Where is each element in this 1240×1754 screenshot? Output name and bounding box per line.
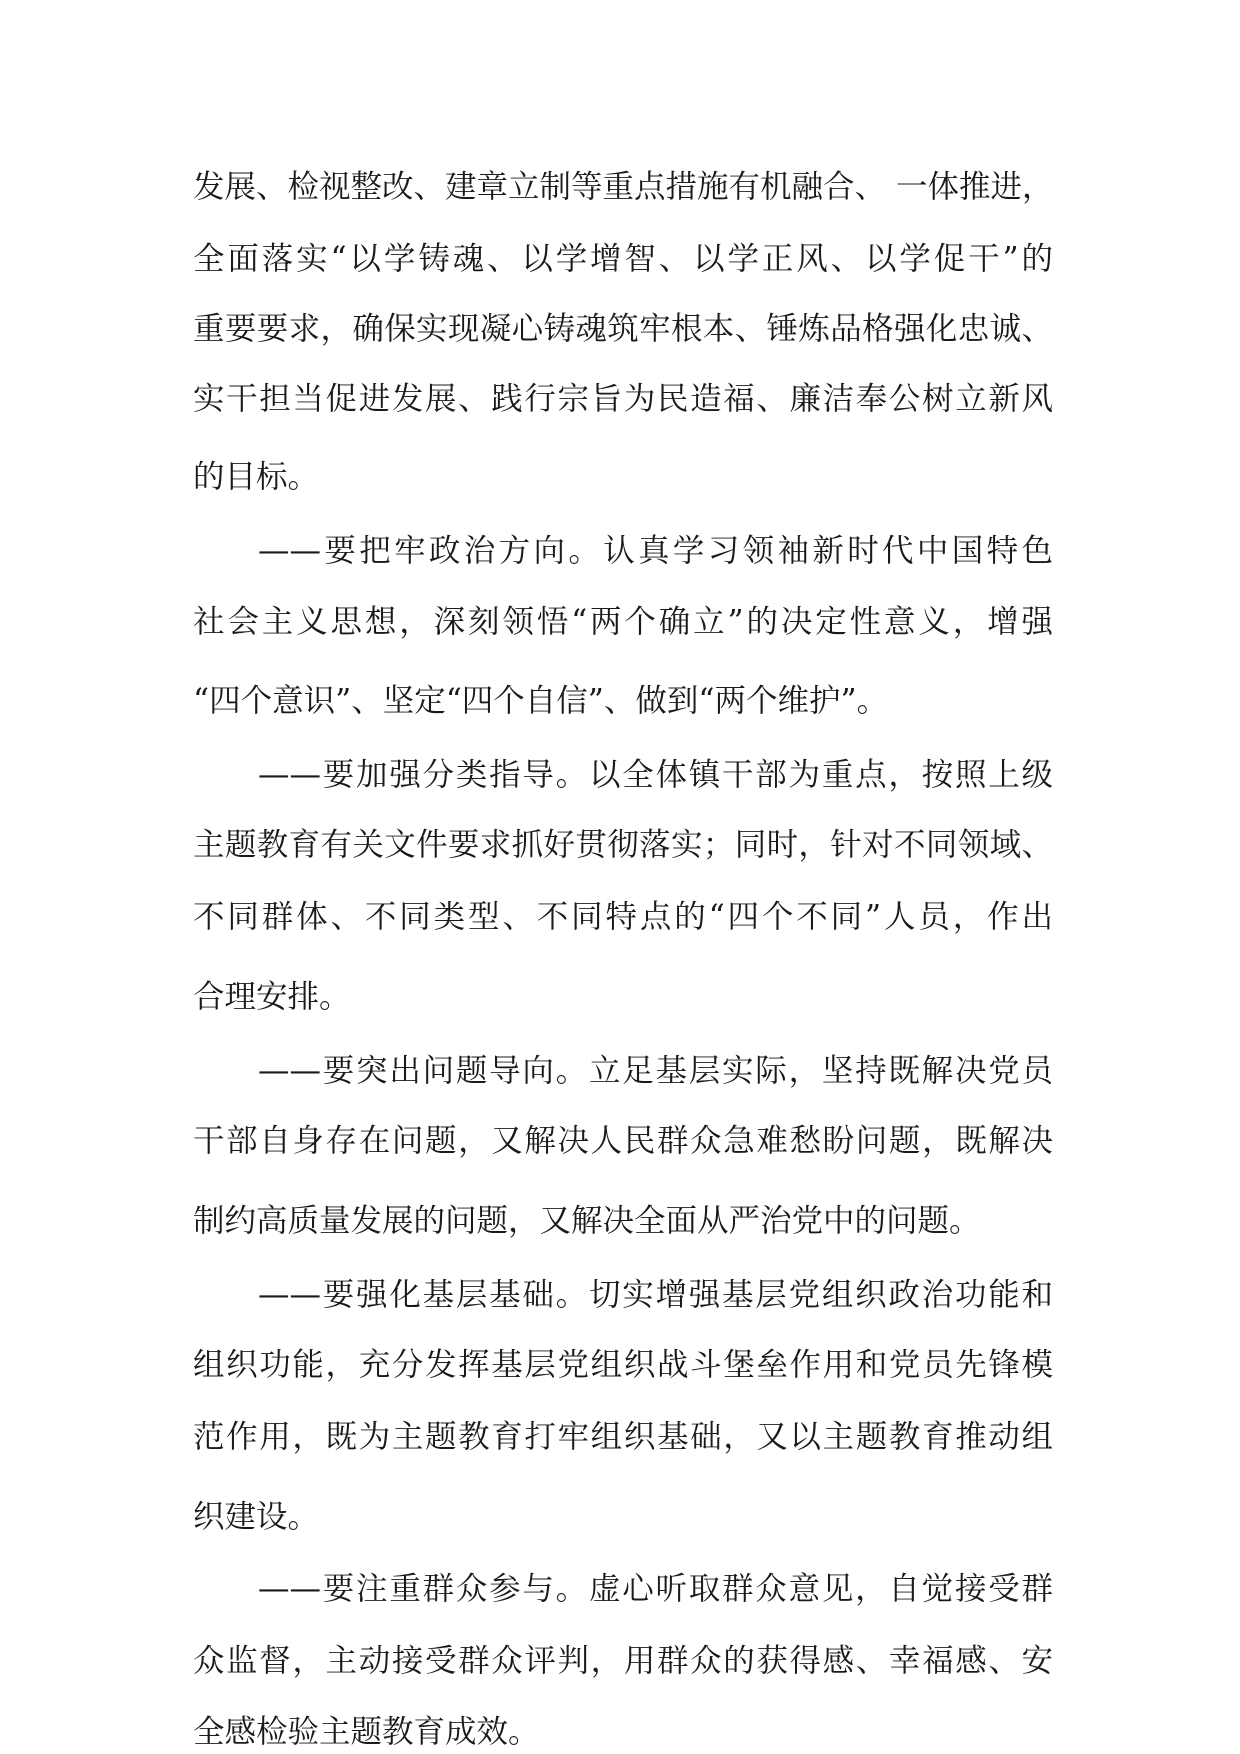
paragraph-first-line: ——要强化基层基础。切实增强基层党组织政治功能和: [258, 1277, 1053, 1313]
text-line: 众监督，主动接受群众评判，用群众的获得感、幸福感、安: [193, 1643, 1053, 1679]
text-line: 组织功能，充分发挥基层党组织战斗堡垒作用和党员先锋模: [193, 1347, 1053, 1383]
text-line: 发展、检视整改、建章立制等重点措施有机融合、 一体推进，: [193, 169, 1054, 205]
text-line: 干部自身存在问题，又解决人民群众急难愁盼问题，既解决: [193, 1123, 1053, 1159]
text-line: 不同群体、不同类型、不同特点的“四个不同”人员，作出: [193, 899, 1053, 935]
text-line: 实干担当促进发展、践行宗旨为民造福、廉洁奉公树立新风: [193, 381, 1053, 417]
text-line: 的目标。: [193, 459, 320, 495]
paragraph-first-line: ——要注重群众参与。虚心听取群众意见，自觉接受群: [258, 1571, 1053, 1607]
text-line: 合理安排。: [193, 979, 351, 1015]
text-line: 范作用，既为主题教育打牢组织基础，又以主题教育推动组: [193, 1419, 1053, 1455]
text-line: “四个意识”、坚定“四个自信”、做到“两个维护”。: [193, 683, 889, 719]
paragraph-first-line: ——要加强分类指导。以全体镇干部为重点，按照上级: [258, 757, 1053, 793]
paragraph-first-line: ——要突出问题导向。立足基层实际，坚持既解决党员: [258, 1053, 1053, 1089]
text-line: 制约高质量发展的问题，又解决全面从严治党中的问题。: [193, 1203, 981, 1239]
text-line: 社会主义思想，深刻领悟“两个确立”的决定性意义，增强: [193, 604, 1053, 640]
text-line: 全感检验主题教育成效。: [193, 1714, 540, 1750]
paragraph-first-line: ——要把牢政治方向。认真学习领袖新时代中国特色: [258, 533, 1053, 569]
text-line: 全面落实“以学铸魂、以学增智、以学正风、以学促干”的: [193, 241, 1053, 277]
text-line: 重要要求，确保实现凝心铸魂筑牢根本、锤炼品格强化忠诚、: [193, 311, 1053, 347]
text-line: 主题教育有关文件要求抓好贯彻落实；同时，针对不同领域、: [193, 827, 1053, 863]
text-line: 织建设。: [193, 1499, 320, 1535]
